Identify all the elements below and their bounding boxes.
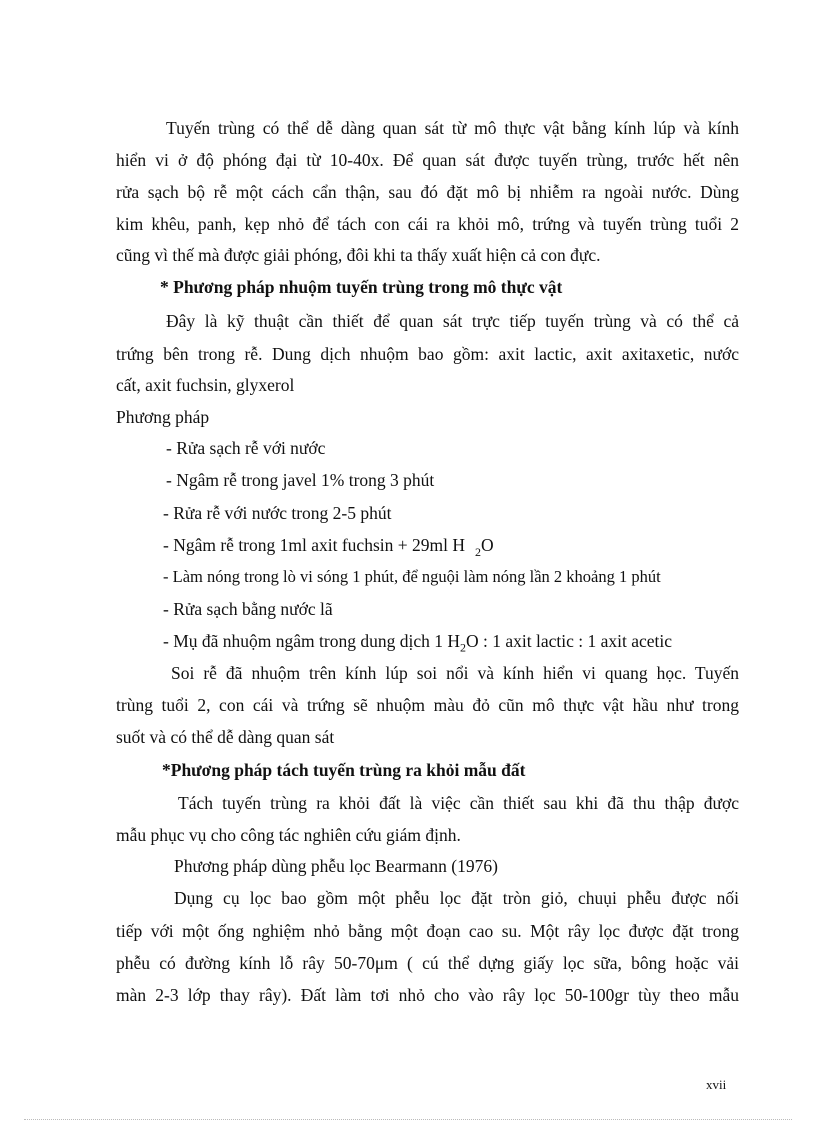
step-item: [163, 534, 494, 563]
paragraph-line: Đây là kỹ thuật cần thiết để quan sát trực tiếp tuyến trùng và có thể cả: [166, 311, 739, 331]
step-item: - Rửa sạch rễ với nước: [166, 438, 326, 458]
section-heading: *Phương pháp tách tuyến trùng ra khỏi mẫu đất: [162, 760, 526, 780]
page-number: xvii: [706, 1077, 727, 1092]
step-item: - Ngâm rễ trong javel 1% trong 3 phút: [166, 470, 435, 490]
footer-divider: [24, 1119, 792, 1120]
paragraph-line: cũng vì thế mà được giải phóng, đôi khi ta thấy xuất hiện cả con đực.: [116, 245, 601, 265]
step-text: - Mụ đã nhuộm ngâm trong dung dịch 1 H: [163, 631, 460, 651]
step-item: - Rửa rễ với nước trong 2-5 phút: [163, 503, 392, 523]
step-text-after: O : 1 axit lactic : 1 axit acetic: [465, 631, 673, 651]
paragraph-line: màn 2-3 lớp thay rây). Đất làm tơi nhỏ cho vào rây lọc 50-100gr tùy theo mẫu: [116, 985, 739, 1005]
paragraph-line: Dụng cụ lọc bao gồm một phễu lọc đặt tròn giỏ, chuụi phễu được nối: [174, 888, 739, 908]
paragraph-line: tiếp với một ống nghiệm nhỏ bằng một đoạn cao su. Một rây lọc được đặt trong: [116, 921, 739, 941]
paragraph-line: Tuyến trùng có thể dễ dàng quan sát từ mô thực vật bằng kính lúp và kính: [166, 118, 739, 138]
paragraph-line: mẫu phục vụ cho công tác nghiên cứu giám định.: [116, 825, 461, 845]
paragraph-line: suốt và có thể dễ dàng quan sát: [116, 727, 335, 747]
step-text: - Ngâm rễ trong 1ml axit fuchsin + 29ml H: [163, 535, 465, 555]
step-text-after: O: [480, 535, 494, 555]
paragraph-line: kim khêu, panh, kẹp nhỏ để tách con cái ra khỏi mô, trứng và tuyến trùng tuổi 2: [116, 214, 739, 234]
step-item: [163, 630, 672, 659]
paragraph-line: Tách tuyến trùng ra khỏi đất là việc cần thiết sau khi đã thu thập được: [178, 793, 739, 813]
method-label: Phương pháp: [116, 407, 210, 427]
paragraph-line: trứng bên trong rễ. Dung dịch nhuộm bao gồm: axit lactic, axit axitaxetic, nước: [116, 344, 739, 364]
subscript: 2: [474, 544, 481, 559]
subscript: 2: [459, 640, 466, 655]
paragraph-line: Soi rễ đã nhuộm trên kính lúp soi nổi và kính hiển vi quang học. Tuyến: [171, 663, 739, 683]
paragraph-line: rửa sạch bộ rễ một cách cẩn thận, sau đó đặt mô bị nhiễm ra ngoài nước. Dùng: [116, 182, 739, 202]
paragraph-line: cất, axit fuchsin, glyxerol: [116, 375, 295, 395]
section-heading: * Phương pháp nhuộm tuyến trùng trong mô thực vật: [160, 277, 563, 297]
paragraph-line: phễu có đường kính lỗ rây 50-70μm ( cú thể dựng giấy lọc sữa, bông hoặc vải: [116, 953, 739, 973]
step-item: - Làm nóng trong lò vi sóng 1 phút, để nguội làm nóng lần 2 khoảng 1 phút: [163, 567, 661, 586]
method-title: Phương pháp dùng phễu lọc Bearmann (1976): [174, 856, 498, 876]
paragraph-line: hiển vi ở độ phóng đại từ 10-40x. Để quan sát được tuyến trùng, trước hết nên: [116, 150, 739, 170]
step-item: - Rửa sạch bằng nước lã: [163, 599, 333, 619]
paragraph-line: trùng tuổi 2, con cái và trứng sẽ nhuộm màu đỏ cũn mô thực vật hầu như trong: [116, 695, 739, 715]
